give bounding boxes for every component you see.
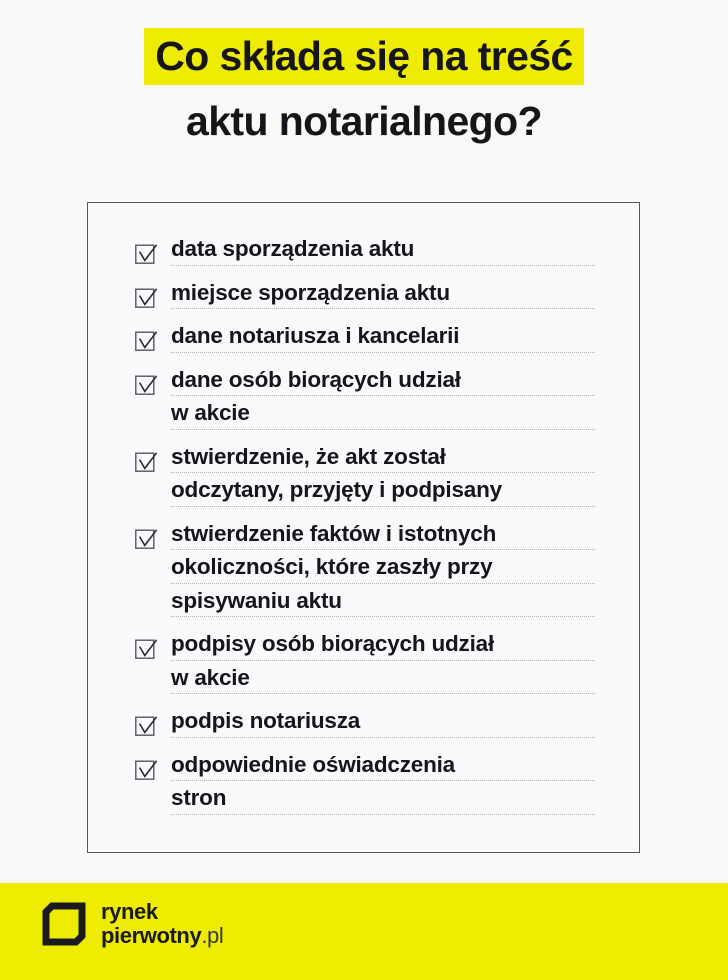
checklist-item-line: stron	[171, 781, 595, 815]
checklist-item[interactable]	[135, 232, 595, 276]
checklist-item-text	[171, 319, 595, 363]
footer-bar	[0, 883, 728, 980]
checklist-item-line: podpis notariusza	[171, 704, 595, 738]
checklist-card	[87, 202, 640, 853]
checklist-item-line: spisywaniu aktu	[171, 584, 595, 618]
checklist-item[interactable]	[135, 276, 595, 320]
checklist-item-line: stwierdzenie, że akt został	[171, 440, 595, 474]
checklist-item-line: dane osób biorących udział	[171, 363, 595, 397]
checklist-item-text	[171, 363, 595, 440]
checklist-item[interactable]	[135, 319, 595, 363]
checkbox-checked-icon[interactable]	[135, 760, 155, 780]
checklist-item[interactable]	[135, 517, 595, 628]
checklist-item-text	[171, 627, 595, 704]
brand-logo-line-1: rynek	[101, 899, 158, 924]
checklist-item[interactable]	[135, 748, 595, 815]
checkbox-checked-icon[interactable]	[135, 244, 155, 264]
checklist-item-line: miejsce sporządzenia aktu	[171, 276, 595, 310]
brand-logo-line-2: pierwotny	[101, 923, 202, 948]
checklist-item-text	[171, 232, 595, 276]
checklist-item[interactable]	[135, 627, 595, 704]
checklist-item-line: stwierdzenie faktów i istotnych	[171, 517, 595, 551]
page-title-highlight: Co składa się na treść	[144, 28, 584, 85]
checkbox-checked-icon[interactable]	[135, 639, 155, 659]
checklist-item-text	[171, 704, 595, 748]
checkbox-checked-icon[interactable]	[135, 529, 155, 549]
checklist-item-text	[171, 748, 595, 815]
brand-logo-tld: .pl	[201, 923, 224, 948]
checklist-item-line: data sporządzenia aktu	[171, 232, 595, 266]
checkbox-checked-icon[interactable]	[135, 716, 155, 736]
checklist	[135, 232, 595, 815]
brand-logo-text	[101, 901, 223, 947]
checkbox-checked-icon[interactable]	[135, 375, 155, 395]
checklist-item-line: okoliczności, które zaszły przy	[171, 550, 595, 584]
checkbox-checked-icon[interactable]	[135, 331, 155, 351]
page-title	[0, 30, 728, 147]
checklist-item[interactable]	[135, 440, 595, 517]
checklist-item-line: w akcie	[171, 661, 595, 695]
checklist-item-line: odczytany, przyjęty i podpisany	[171, 473, 595, 507]
checklist-item-line: w akcie	[171, 396, 595, 430]
checkbox-checked-icon[interactable]	[135, 288, 155, 308]
checklist-item-text	[171, 276, 595, 320]
page-title-line-1	[0, 30, 728, 82]
checkbox-checked-icon[interactable]	[135, 452, 155, 472]
checklist-item-text	[171, 517, 595, 628]
checklist-item-line: odpowiednie oświadczenia	[171, 748, 595, 782]
page-title-line-2: aktu notarialnego?	[186, 98, 542, 144]
checklist-item-text	[171, 440, 595, 517]
checklist-item[interactable]	[135, 704, 595, 748]
rynek-pierwotny-cube-icon	[42, 902, 86, 946]
checklist-item-line: dane notariusza i kancelarii	[171, 319, 595, 353]
checklist-item-line: podpisy osób biorących udział	[171, 627, 595, 661]
brand-logo[interactable]	[42, 901, 223, 947]
checklist-item[interactable]	[135, 363, 595, 440]
